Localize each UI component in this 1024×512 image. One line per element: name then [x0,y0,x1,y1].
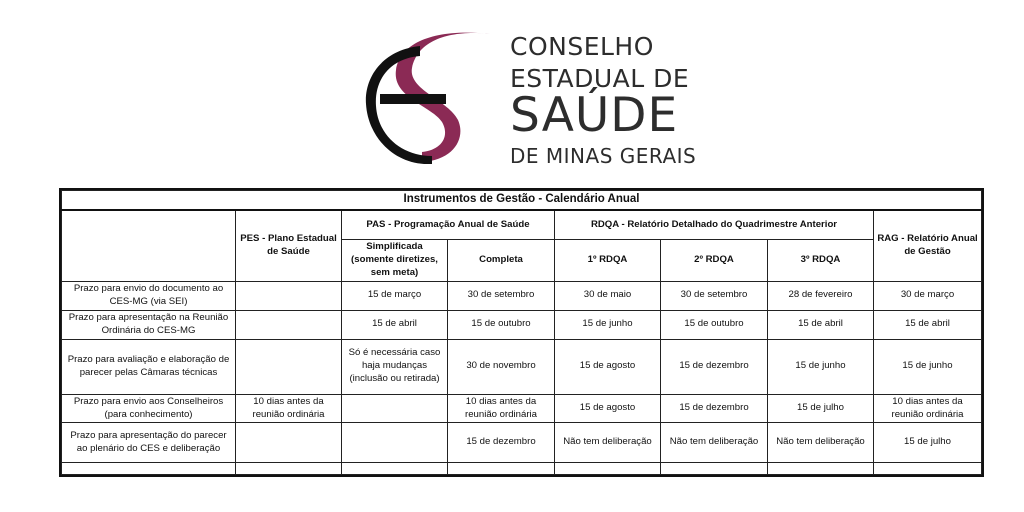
table-row-empty [62,463,982,475]
table-cell: 30 de novembro [448,339,555,394]
table-cell: 30 de setembro [448,281,555,310]
table-cell [768,463,874,475]
table-cell: 15 de outubro [661,310,768,339]
header-rag: RAG - Relatório Anual de Gestão [874,210,982,281]
row-label: Prazo para apresentação do parecer ao plenário do CES e deliberação [62,423,236,463]
table-title: Instrumentos de Gestão - Calendário Anual [62,191,982,211]
header-rdqa: RDQA - Relatório Detalhado do Quadrimestre Anterior [555,210,874,240]
logo-line-3: SAÚDE [510,88,679,143]
table-cell: 30 de setembro [661,281,768,310]
table-cell: 15 de junho [874,339,982,394]
logo-line-2: ESTADUAL DE [510,64,690,93]
header-pes: PES - Plano Estadual de Saúde [236,210,342,281]
logo-line-4: DE MINAS GERAIS [510,144,697,168]
table-cell: 15 de dezembro [661,394,768,423]
table-cell [555,463,661,475]
table-cell [342,423,448,463]
table-cell: 15 de agosto [555,339,661,394]
logo-line-1: CONSELHO [510,32,654,61]
table-cell [342,394,448,423]
table-cell [236,281,342,310]
table-cell: 15 de dezembro [661,339,768,394]
table-cell: Só é necessária caso haja mudanças (inclusão ou retirada) [342,339,448,394]
header-blank [62,210,236,281]
table-cell: 30 de março [874,281,982,310]
table-cell: 30 de maio [555,281,661,310]
row-label: Prazo para avaliação e elaboração de parecer pelas Câmaras técnicas [62,339,236,394]
row-label: Prazo para envio do documento ao CES-MG (via SEI) [62,281,236,310]
table-cell: 15 de outubro [448,310,555,339]
ces-mg-logo [362,28,697,178]
table-row [62,310,982,339]
table-cell: 10 dias antes da reunião ordinária [236,394,342,423]
table-cell: Não tem deliberação [768,423,874,463]
ces-logo-mark-icon [362,28,502,168]
subheader-rdqa-1: 1º RDQA [555,240,661,282]
table-cell: Não tem deliberação [661,423,768,463]
table-cell [236,463,342,475]
table-cell: 15 de abril [874,310,982,339]
table-cell: 10 dias antes da reunião ordinária [874,394,982,423]
table-cell: 15 de julho [768,394,874,423]
subheader-rdqa-2: 2º RDQA [661,240,768,282]
subheader-rdqa-3: 3º RDQA [768,240,874,282]
table-cell [874,463,982,475]
table-cell [236,423,342,463]
table-row [62,394,982,423]
table-row [62,339,982,394]
row-label: Prazo para envio aos Conselheiros (para conhecimento) [62,394,236,423]
header-pas: PAS - Programação Anual de Saúde [342,210,555,240]
subheader-pas-completa: Completa [448,240,555,282]
table-cell: 15 de abril [768,310,874,339]
table-cell: 15 de julho [874,423,982,463]
table-cell: 15 de junho [555,310,661,339]
row-label: Prazo para apresentação na Reunião Ordinária do CES-MG [62,310,236,339]
subheader-pas-simplificada: Simplificada (somente diretizes, sem meta) [342,240,448,282]
table-cell: 15 de março [342,281,448,310]
table-cell: 28 de fevereiro [768,281,874,310]
table-cell [661,463,768,475]
table-cell: 15 de dezembro [448,423,555,463]
calendar-table [61,190,982,475]
table-cell [62,463,236,475]
table-cell: Não tem deliberação [555,423,661,463]
table-row [62,423,982,463]
table-cell: 15 de junho [768,339,874,394]
table-cell [236,310,342,339]
table-cell: 15 de abril [342,310,448,339]
table-cell [342,463,448,475]
table-row [62,281,982,310]
table-cell [448,463,555,475]
table-cell [236,339,342,394]
table-cell: 10 dias antes da reunião ordinária [448,394,555,423]
table-cell: 15 de agosto [555,394,661,423]
